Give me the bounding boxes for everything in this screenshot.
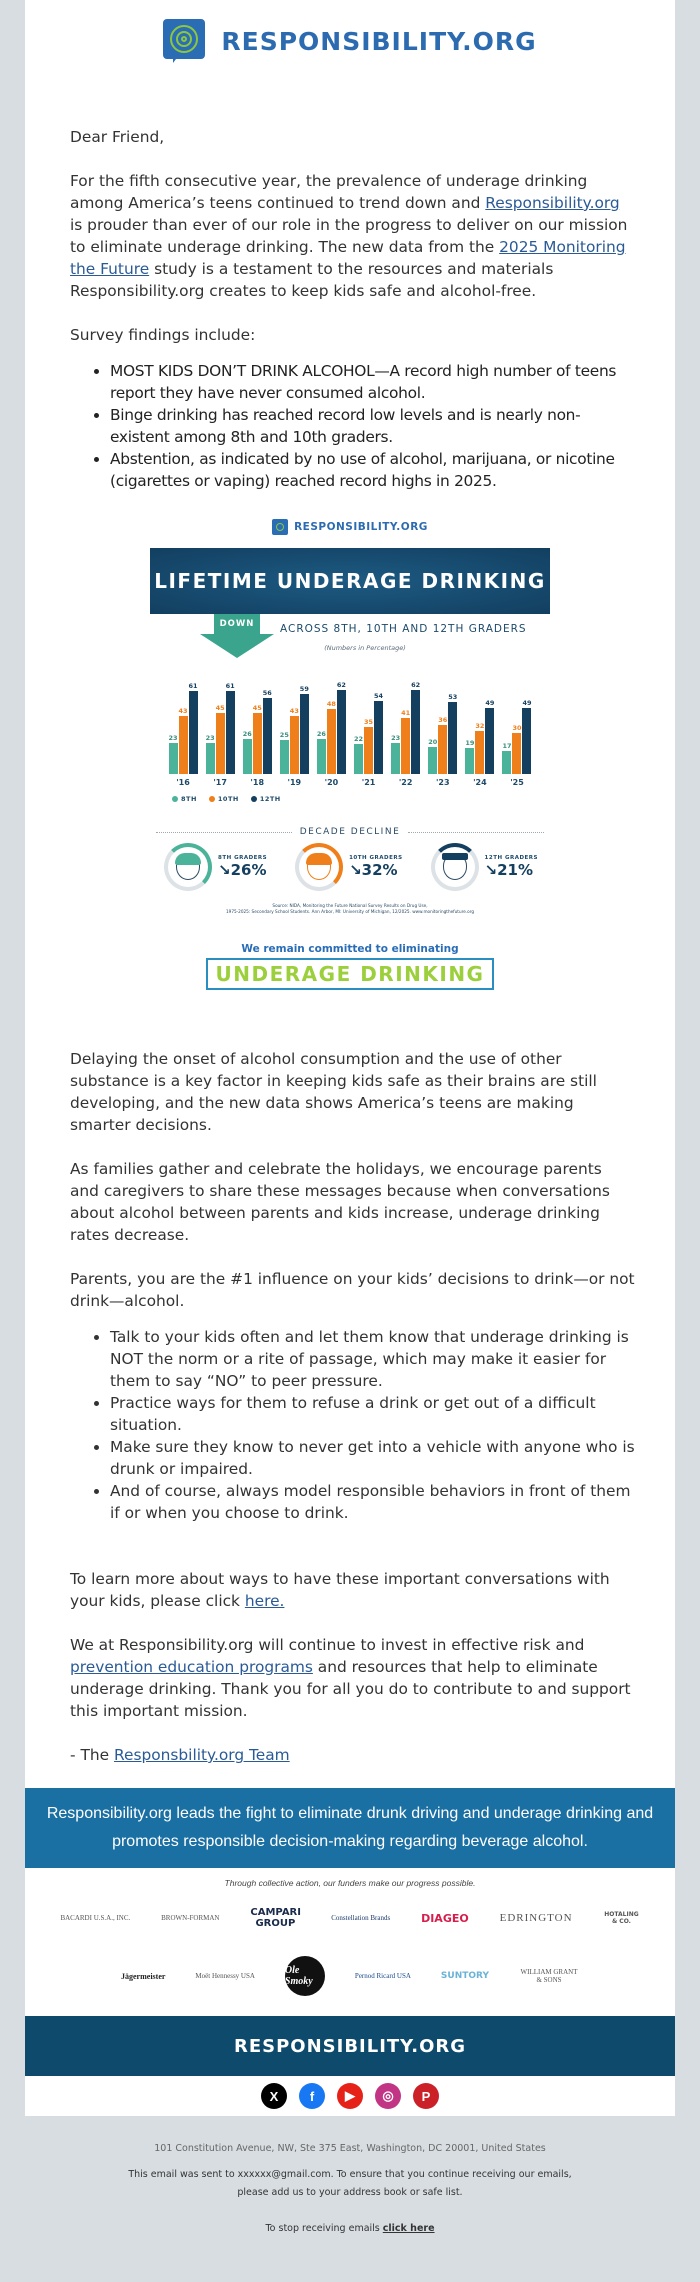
greeting: Dear Friend, <box>70 128 165 146</box>
postal-address: 101 Constitution Avenue, NW, Ste 375 East, Washington, DC 20001, United States <box>154 2143 546 2154</box>
decline-10th <box>295 843 402 891</box>
commitment-line: We remain committed to eliminating <box>241 943 459 955</box>
legend-label: 12TH <box>259 795 281 803</box>
bar <box>215 674 225 774</box>
paragraph-parents: Parents, you are the #1 influence on your kids’ decisions to drink—or not drink—alcohol. <box>70 1270 635 1310</box>
legend-label: 8TH <box>181 795 197 803</box>
bar-value: 49 <box>485 699 495 707</box>
funders-section <box>25 1868 675 2016</box>
bar-value: 17 <box>502 742 512 750</box>
x-icon[interactable]: X <box>261 2083 287 2109</box>
chart-legend <box>172 795 550 803</box>
bar <box>168 674 178 774</box>
funders-caption: Through collective action, our funders make our progress possible. <box>224 1878 476 1888</box>
decade-decline-header <box>150 827 550 837</box>
bar-value: 25 <box>279 731 289 739</box>
here-link[interactable]: here. <box>244 1592 285 1610</box>
bar <box>336 674 346 774</box>
bar-group <box>316 674 346 774</box>
speech-bubble-logo-icon <box>163 19 205 63</box>
bar <box>465 674 475 774</box>
bar-value: 26 <box>242 730 252 738</box>
responsibility-org-link[interactable]: Responsibility.org <box>485 194 620 212</box>
infographic[interactable] <box>150 514 550 998</box>
bar-value: 43 <box>289 707 299 715</box>
year-label: '25 <box>510 778 524 787</box>
finding-item: • Binge drinking has reached record low levels and is nearly non-existent among 8th and 10th graders. <box>110 404 635 448</box>
legend-label: 10TH <box>217 795 239 803</box>
commitment-block <box>150 943 550 990</box>
bar <box>178 674 188 774</box>
decline-12th <box>431 843 538 891</box>
bar <box>316 674 326 774</box>
logo-icon <box>272 519 288 535</box>
bar <box>252 674 262 774</box>
monitoring-the-future-link[interactable]: 2025 Monitoring the Future <box>70 238 626 278</box>
tip-item: • Make sure they know to never get into a vehicle with anyone who is drunk or impaired. <box>110 1436 635 1480</box>
bar <box>502 674 512 774</box>
invest-text-2: and resources that help to eliminate underage drinking. Thank you for all you do to contribute to and support this important mission. <box>70 1658 631 1720</box>
bar <box>262 674 272 774</box>
edrington-logo[interactable]: EDRINGTON <box>499 1912 573 1924</box>
email-container <box>25 0 675 2116</box>
graduation-cap-face-icon <box>431 843 479 891</box>
source-citation <box>150 903 550 915</box>
source-line-2: 1975-2025: Secondary School Students. Ann Arbor, MI: University of Michigan, 12/2025. www.monitoringthefuture.org <box>225 909 475 914</box>
down-label: DOWN <box>214 614 260 634</box>
legend-item <box>172 795 197 803</box>
bar-value: 30 <box>512 724 522 732</box>
legend-item <box>209 795 239 803</box>
bar-value: 48 <box>326 700 336 708</box>
bar-value: 62 <box>336 681 346 689</box>
bar-value: 54 <box>374 692 384 700</box>
william-grant-logo[interactable]: WILLIAM GRANT & SONS <box>520 1968 578 1984</box>
findings-list <box>110 360 635 492</box>
year-label: '22 <box>398 778 413 787</box>
headphones-face-icon <box>295 843 343 891</box>
tip-item: • And of course, always model responsible behaviors in front of them if or when you choose to drink. <box>110 1480 635 1524</box>
bar-value: 22 <box>354 735 364 743</box>
decline-stats <box>164 843 538 891</box>
bar-value: 36 <box>438 716 448 724</box>
infographic-subtitle: ACROSS 8TH, 10TH AND 12TH GRADERS <box>280 623 527 635</box>
underage-drinking-box: UNDERAGE DRINKING <box>206 958 495 990</box>
instagram-icon[interactable]: ◎ <box>375 2083 401 2109</box>
infographic-logo <box>150 514 550 540</box>
bar-value: 23 <box>205 734 215 742</box>
bar-group <box>242 674 272 774</box>
finding-item: • MOST KIDS DON’T DRINK ALCOHOL—A record high number of teens report they have never consumed alcohol. <box>110 360 635 404</box>
learn-more-text: To learn more about ways to have these important conversations with your kids, please click <box>70 1570 610 1610</box>
paragraph-delay: Delaying the onset of alcohol consumption and the use of other substance is a key factor in keeping kids safe as their brains are still developing, and the new data shows America’s teens are making smarter decisions. <box>70 1050 597 1134</box>
finding-item: • Abstention, as indicated by no use of alcohol, marijuana, or nicotine (cigarettes or vaping) reached record highs in 2025. <box>110 448 635 492</box>
bar <box>354 674 364 774</box>
bar-value: 19 <box>465 739 475 747</box>
year-label: '23 <box>435 778 450 787</box>
bar <box>401 674 411 774</box>
x-axis-labels <box>168 778 532 787</box>
year-label: '16 <box>176 778 190 787</box>
invest-paragraph <box>70 1634 635 1722</box>
youtube-icon[interactable]: ▶ <box>337 2083 363 2109</box>
intro-paragraph <box>70 170 635 302</box>
bar-value: 32 <box>475 722 485 730</box>
unsubscribe-text: To stop receiving emails <box>265 2223 383 2234</box>
letter-body-continued <box>25 998 675 1766</box>
bar-value: 43 <box>178 707 188 715</box>
invest-text-1: We at Responsibility.org will continue to invest in effective risk and <box>70 1636 585 1654</box>
bar-group <box>205 674 235 774</box>
bar <box>438 674 448 774</box>
bar <box>299 674 309 774</box>
bar-value: 56 <box>262 689 272 697</box>
tip-item: • Talk to your kids often and let them know that underage drinking is NOT the norm or a rite of passage, which may make it easier for them to say “NO” to peer pressure. <box>110 1326 635 1392</box>
paragraph-holidays: As families gather and celebrate the holidays, we encourage parents and caregivers to share these messages because when conversations about alcohol between parents and kids increase, underage drinking rates decrease. <box>70 1160 610 1244</box>
bar-group <box>168 674 198 774</box>
legend-dot-icon <box>251 796 257 802</box>
year-label: '19 <box>287 778 302 787</box>
bar-group <box>354 674 384 774</box>
year-label: '20 <box>324 778 339 787</box>
bar-value: 26 <box>316 730 326 738</box>
bar-value: 35 <box>364 718 374 726</box>
bar <box>475 674 485 774</box>
bar <box>374 674 384 774</box>
decline-label: 8TH GRADERS <box>218 855 268 861</box>
mission-banner: Responsibility.org leads the fight to eliminate drunk driving and underage drinking and promotes responsible decision-making regarding beverage alcohol. <box>25 1788 675 1868</box>
ole-smoky-logo[interactable]: Ole Smoky <box>285 1956 325 1996</box>
bar-group <box>391 674 421 774</box>
source-line-1: Source: NIDA, Monitoring the Future National Survey Results on Drug Use, <box>272 903 428 908</box>
bar-value: 45 <box>215 704 225 712</box>
bar-value: 23 <box>168 734 178 742</box>
bar <box>391 674 401 774</box>
bar-group <box>279 674 309 774</box>
unsubscribe-line <box>20 2220 680 2238</box>
bar <box>411 674 421 774</box>
bar-value: 53 <box>448 693 458 701</box>
funder-logos-row-1 <box>45 1898 655 1938</box>
year-label: '21 <box>361 778 376 787</box>
team-link[interactable]: Responsbility.org Team <box>113 1746 290 1764</box>
down-row <box>150 614 550 644</box>
bar <box>326 674 336 774</box>
bar-value: 45 <box>252 704 262 712</box>
bar <box>364 674 374 774</box>
suntory-logo[interactable]: SUNTORY <box>440 1971 489 1981</box>
diageo-logo[interactable]: DIAGEO <box>421 1911 469 1925</box>
legend-dot-icon <box>172 796 178 802</box>
bar <box>522 674 532 774</box>
learn-more-paragraph <box>70 1568 635 1612</box>
bar <box>242 674 252 774</box>
unsubscribe-link[interactable]: click here <box>382 2223 435 2234</box>
jagermeister-logo[interactable]: Jägermeister <box>121 1971 166 1981</box>
bar <box>448 674 458 774</box>
bar <box>225 674 235 774</box>
girl-face-icon <box>164 843 212 891</box>
letter-body <box>25 82 675 492</box>
bar-value: 41 <box>401 709 411 717</box>
year-label: '24 <box>473 778 487 787</box>
year-label: '18 <box>250 778 265 787</box>
funder-logos-row-2 <box>45 1952 655 2000</box>
brand-name[interactable]: RESPONSIBILITY.ORG <box>221 26 537 56</box>
bar-group <box>428 674 458 774</box>
bar <box>512 674 522 774</box>
bar <box>205 674 215 774</box>
moet-hennessy-logo[interactable]: Moët Hennessy USA <box>195 1972 255 1980</box>
facebook-icon[interactable]: f <box>299 2083 325 2109</box>
bar <box>188 674 198 774</box>
bar <box>279 674 289 774</box>
bar-value: 59 <box>299 685 309 693</box>
prevention-programs-link[interactable]: prevention education programs <box>70 1658 313 1676</box>
bar <box>485 674 495 774</box>
bar <box>289 674 299 774</box>
bar-chart <box>168 674 532 774</box>
legend-item <box>251 795 281 803</box>
legal-footer <box>0 2116 700 2268</box>
tips-list <box>110 1326 635 1524</box>
pinterest-icon[interactable]: P <box>413 2083 439 2109</box>
legend-dot-icon <box>209 796 215 802</box>
bar-value: 49 <box>522 699 532 707</box>
social-links <box>25 2076 675 2116</box>
intro-text-2: is prouder than ever of our role in the progress to deliver on our mission to eliminate underage drinking. The new data from the <box>70 216 628 256</box>
intro-text-1: For the fifth consecutive year, the prevalence of underage drinking among America’s teens continued to trend down and <box>70 172 588 212</box>
signature-prefix: - The <box>70 1746 114 1764</box>
sent-notice-2: please add us to your address book or safe list. <box>237 2187 463 2198</box>
header <box>25 0 675 82</box>
pernod-ricard-logo[interactable]: Pernod Ricard USA <box>354 1972 411 1980</box>
decline-label: 10TH GRADERS <box>349 855 403 861</box>
percentage-note: (Numbers in Percentage) <box>324 644 406 652</box>
footer-brand-bar[interactable]: RESPONSIBILITY.ORG <box>25 2016 675 2076</box>
decline-label: 12TH GRADERS <box>484 855 538 861</box>
sent-notice-1: This email was sent to xxxxxx@gmail.com. To ensure that you continue receiving our emails, <box>128 2169 572 2180</box>
down-arrow-icon <box>200 614 274 658</box>
tip-item: • Practice ways for them to refuse a drink or get out of a difficult situation. <box>110 1392 635 1436</box>
constellation-logo[interactable]: Constellation Brands <box>331 1914 391 1922</box>
decline-8th <box>164 843 267 891</box>
signature <box>70 1744 635 1766</box>
bar-group <box>502 674 532 774</box>
year-label: '17 <box>213 778 227 787</box>
decade-decline-title: DECADE DECLINE <box>299 827 401 837</box>
findings-label: Survey findings include: <box>70 326 256 344</box>
infographic-title: LIFETIME UNDERAGE DRINKING <box>150 548 550 614</box>
infographic-brand: RESPONSIBILITY.ORG <box>294 521 428 533</box>
decline-value: ↘26% <box>218 861 267 879</box>
bar-value: 20 <box>428 738 438 746</box>
intro-text-3: study is a testament to the resources and materials Responsibility.org creates to keep kids safe and alcohol-free. <box>70 260 554 300</box>
decline-value: ↘32% <box>349 861 398 879</box>
bar-group <box>465 674 495 774</box>
bacardi-logo[interactable]: BACARDI U.S.A., INC. <box>60 1914 131 1922</box>
campari-logo[interactable]: CAMPARI GROUP <box>250 1907 301 1929</box>
bar-value: 61 <box>225 682 235 690</box>
decline-value: ↘21% <box>484 861 534 879</box>
brown-forman-logo[interactable]: BROWN-FORMAN <box>161 1914 220 1922</box>
hotaling-logo[interactable]: HOTALING & CO. <box>604 1911 639 1925</box>
bar-value: 61 <box>188 682 198 690</box>
bar <box>428 674 438 774</box>
bar-value: 23 <box>391 734 401 742</box>
bar-value: 62 <box>411 681 421 689</box>
